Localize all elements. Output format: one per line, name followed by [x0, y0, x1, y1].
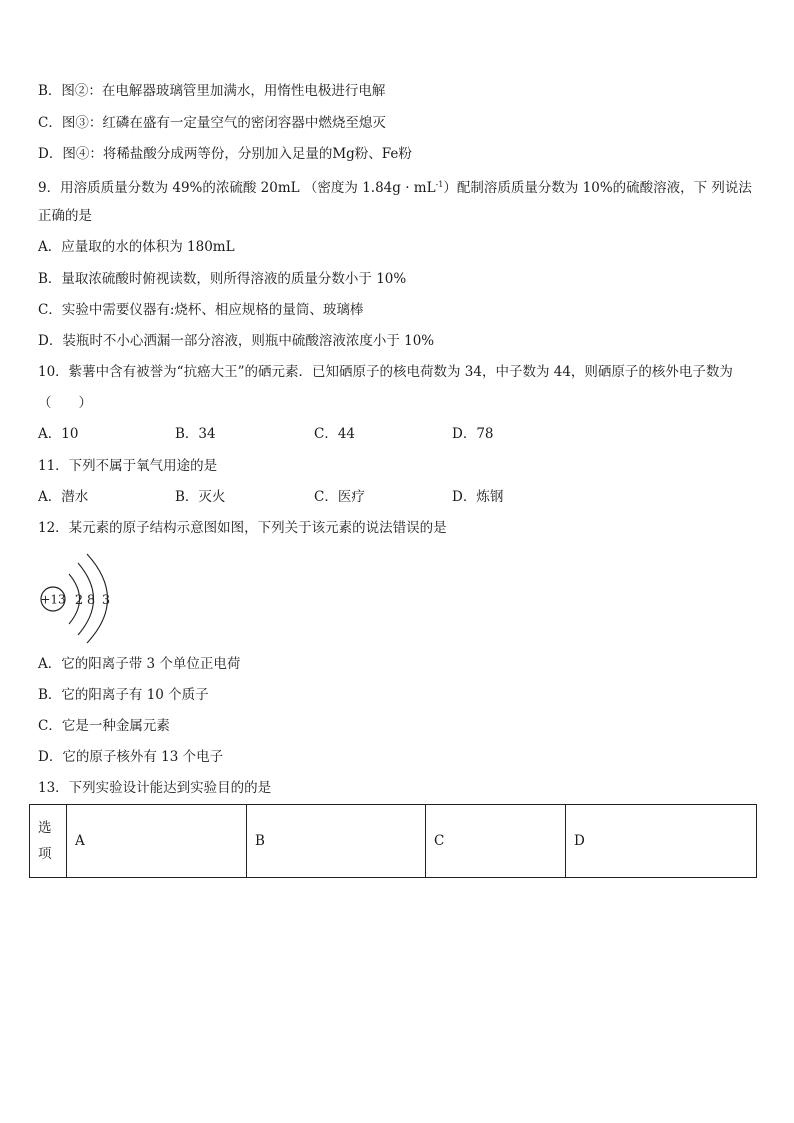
nucleus-charge: +13 — [40, 592, 66, 607]
q11-stem: 11．下列不属于氧气用途的是 — [38, 458, 218, 474]
q13-stem: 13．下列实验设计能达到实验目的的是 — [38, 780, 272, 796]
q8-option-b: B．图②：在电解器玻璃管里加满水，用惰性电极进行电解 — [38, 83, 386, 99]
q10-option-a: A．10 — [38, 426, 79, 442]
q9-option-c: C．实验中需要仪器有:烧杯、相应规格的量筒、玻璃棒 — [38, 302, 364, 318]
q9-stem-line2: 正确的是 — [38, 208, 92, 224]
q9-stem-part2: ）配制溶质质量分数为 10%的硫酸溶液，下 列说法 — [443, 180, 752, 196]
q9-stem-line1 — [38, 176, 752, 197]
q13-options-table — [29, 804, 757, 878]
atomic-structure-diagram — [38, 548, 148, 644]
q9-stem-superscript: -1 — [435, 180, 444, 189]
q8-option-d: D．图④：将稀盐酸分成两等份，分别加入足量的Mg粉、Fe粉 — [38, 146, 412, 162]
table-cell-a: A — [67, 805, 247, 878]
label-line2: 项 — [38, 846, 52, 862]
q11-option-d: D．炼钢 — [452, 489, 504, 505]
label-line1: 选 — [38, 820, 52, 836]
table-cell-d: D — [566, 805, 757, 878]
table-cell-c: C — [426, 805, 566, 878]
q12-option-c: C．它是一种金属元素 — [38, 718, 170, 734]
q12-stem: 12．某元素的原子结构示意图如图，下列关于该元素的说法错误的是 — [38, 520, 447, 536]
q12-option-b: B．它的阳离子有 10 个质子 — [38, 687, 209, 703]
shell-3-electrons: 3 — [101, 593, 111, 608]
table-cell-label — [30, 805, 67, 878]
q10-option-c: C．44 — [314, 426, 356, 442]
q9-option-d: D．装瓶时不小心洒漏一部分溶液，则瓶中硫酸溶液浓度小于 10% — [38, 333, 435, 349]
q11-option-c: C．医疗 — [314, 489, 365, 505]
table-row — [30, 805, 757, 878]
q10-stem-line1: 10．紫薯中含有被誉为“抗癌大王”的硒元素．已知硒原子的核电荷数为 34，中子数为 44，则硒原子的核外电子数为 — [38, 364, 733, 380]
q12-option-a: A．它的阳离子带 3 个单位正电荷 — [38, 656, 241, 672]
q9-stem-part1: 9．用溶质质量分数为 49%的浓硫酸 20mL （密度为 1.84g · mL — [38, 180, 436, 196]
q11-option-b: B．灭火 — [175, 489, 226, 505]
q12-option-d: D．它的原子核外有 13 个电子 — [38, 749, 224, 765]
q8-option-c: C．图③：红磷在盛有一定量空气的密闭容器中燃烧至熄灭 — [38, 115, 386, 131]
shell-1-electrons: 2 — [74, 593, 84, 608]
q11-option-a: A．潜水 — [38, 489, 89, 505]
q10-stem-line2: （ ） — [38, 395, 92, 411]
q10-option-d: D．78 — [452, 426, 494, 442]
table-cell-b: B — [247, 805, 426, 878]
shell-2-electrons: 8 — [86, 593, 96, 608]
q9-option-b: B．量取浓硫酸时俯视读数，则所得溶液的质量分数小于 10% — [38, 271, 407, 287]
q10-option-b: B．34 — [175, 426, 216, 442]
q9-option-a: A．应量取的水的体积为 180mL — [38, 239, 235, 255]
